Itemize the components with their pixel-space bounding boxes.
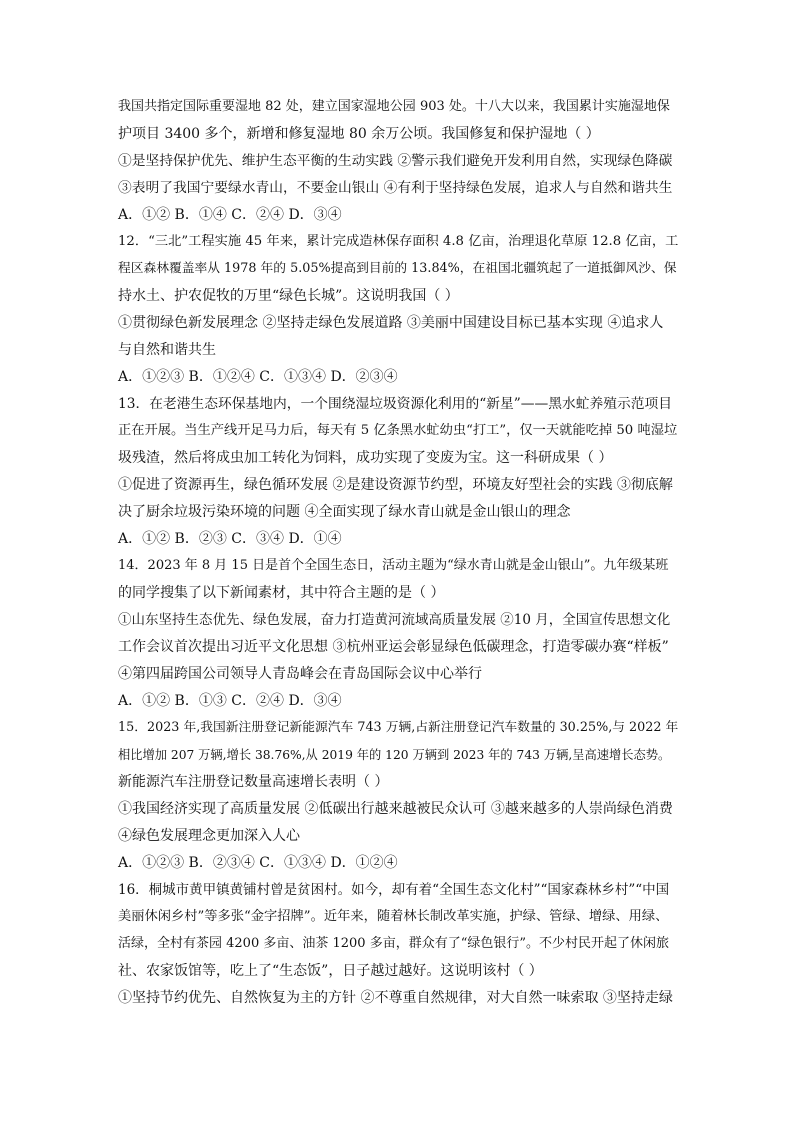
q15-statements-line-1: ①我国经济实现了高质量发展 ②低碳出行越来越被民众认可 ③越来越多的人崇尚绿色消费 [118, 801, 673, 817]
q12-stem-line-1: 12．“三北”工程实施 45 年来，累计完成造林保存面积 4.8 亿亩，治理退化草原 12.8 亿亩，工 [118, 234, 679, 249]
q11-stem-line-2: 护项目 3400 多个，新增和修复湿地 80 余万公顷。我国修复和保护湿地（ ） [118, 126, 600, 142]
q15-statements-line-2: ④绿色发展理念更加深入人心 [118, 828, 300, 844]
q12-statements-line-1: ①贯彻绿色新发展理念 ②坚持走绿色发展道路 ③美丽中国建设目标已基本实现 ④追求人 [118, 315, 664, 331]
q11-statements-line-1: ①是坚持保护优先、维护生态平衡的生动实践 ②警示我们避免开发利用自然，实现绿色降碳 [118, 153, 673, 169]
q14-stem-line-2: 的同学搜集了以下新闻素材，其中符合主题的是（ ） [118, 585, 445, 601]
q11-stem-line-1: 我国共指定国际重要湿地 82 处，建立国家湿地公园 903 处。十八大以来，我国累计实施湿地保 [118, 99, 670, 114]
q16-stem-line-3: 活绿，全村有茶园 4200 多亩、油茶 1200 多亩，群众有了“绿色银行”。不少村民开起了休闲旅 [118, 936, 669, 951]
q11-statements-line-2: ③表明了我国宁要绿水青山，不要金山银山 ④有利于坚持绿色发展，追求人与自然和谐共生 [118, 180, 673, 196]
q15-stem-line-1: 15．2023 年,我国新注册登记新能源汽车 743 万辆,占新注册登记汽车数量的 30.25%,与 2022 年 [118, 720, 679, 735]
q12-stem-line-2: 程区森林覆盖率从 1978 年的 5.05%提高到目前的 13.84%，在祖国北疆筑起了一道抵御风沙、保 [118, 261, 677, 276]
q15-answer-options: A．①②③ B．②③④ C．①③④ D．①②④ [118, 855, 398, 871]
q13-stem-line-3: 圾残渣，然后将成虫加工转化为饲料，成功实现了变废为宝。这一科研成果（ ） [118, 450, 613, 466]
q13-stem-line-2: 正在开展。当生产线开足马力后，每天有 5 亿条黑水虻幼虫“打工”，仅一天就能吃掉 50 吨湿垃 [118, 423, 678, 438]
q13-stem-line-1: 13．在老港生态环保基地内，一个围绕湿垃圾资源化利用的“新星”——黑水虻养殖示范项目 [118, 396, 673, 412]
q14-statements-line-3: ④第四届跨国公司领导人青岛峰会在青岛国际会议中心举行 [118, 666, 482, 682]
q14-statements-line-1: ①山东坚持生态优先、绿色发展，奋力打造黄河流域高质量发展 ②10 月，全国宣传思想文化 [118, 612, 671, 628]
q16-stem-line-2: 美丽休闲乡村”等多张“金字招牌”。近年来，随着林长制改革实施，护绿、管绿、增绿、用绿、 [118, 909, 669, 924]
q15-stem-line-2: 相比增加 207 万辆,增长 38.76%,从 2019 年的 120 万辆到 2023 年的 743 万辆,呈高速增长态势。 [118, 748, 671, 762]
q15-stem-line-3: 新能源汽车注册登记数量高速增长表明（ ） [118, 774, 389, 790]
q16-stem-line-4: 社、农家饭馆等，吃上了“生态饭”，日子越过越好。这说明该村（ ） [118, 963, 543, 979]
q14-statements-line-2: 工作会议首次提出习近平文化思想 ③杭州亚运会彰显绿色低碳理念，打造零碳办赛“样板” [118, 639, 669, 655]
q14-answer-options: A．①② B．①③ C．②④ D．③④ [118, 693, 342, 709]
q13-answer-options: A．①② B．②③ C．③④ D．①④ [118, 531, 342, 547]
q16-stem-line-1: 16．桐城市黄甲镇黄铺村曾是贫困村。如今，却有着“全国生态文化村”“国家森林乡村”“中国 [118, 882, 670, 898]
q12-stem-line-3: 持水土、护农促牧的万里“绿色长城”。这说明我国（ ） [118, 288, 459, 304]
q13-statements-line-1: ①促进了资源再生，绿色循环发展 ②是建设资源节约型，环境友好型社会的实践 ③彻底解 [118, 477, 673, 493]
q12-answer-options: A．①②③ B．①②④ C．①③④ D．②③④ [118, 369, 398, 385]
q12-statements-line-2: 与自然和谐共生 [118, 342, 216, 358]
q13-statements-line-2: 决了厨余垃圾污染环境的问题 ④全面实现了绿水青山就是金山银山的理念 [118, 504, 571, 520]
q16-statements-line-1: ①坚持节约优先、自然恢复为主的方针 ②不尊重自然规律，对大自然一味索取 ③坚持走绿 [118, 990, 673, 1006]
q14-stem-line-1: 14．2023 年 8 月 15 日是首个全国生态日，活动主题为“绿水青山就是金山银山”。九年级某班 [118, 558, 669, 573]
q11-answer-options: A．①② B．①④ C．②④ D．③④ [118, 207, 342, 223]
